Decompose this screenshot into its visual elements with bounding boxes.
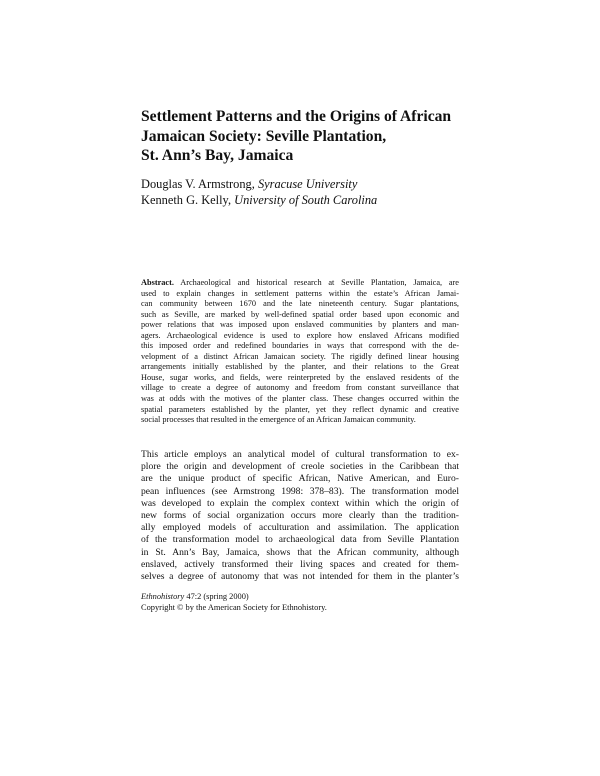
article-title — [141, 107, 471, 166]
abstract-line: spatial parameters established by the planter, yet they reflect dynamic and creative — [141, 404, 459, 414]
title-line: Jamaican Society: Seville Plantation, — [141, 127, 387, 145]
author-list — [141, 176, 481, 208]
body-line: of the transformation model to archaeological data from Seville Plantation — [141, 534, 459, 546]
journal-name: Ethnohistory — [141, 592, 185, 601]
abstract-line: village to create a degree of autonomy and freedom from constant surveillance that — [141, 383, 459, 393]
body-line: enslaved, actively transformed their living spaces and created for them- — [141, 558, 459, 570]
abstract-line: can community between 1670 and the late nineteenth century. Sugar plantations, — [141, 299, 459, 309]
body-line: pean influences (see Armstrong 1998: 378–83). The transformation model — [141, 485, 459, 497]
author-affiliation: University of South Carolina — [234, 193, 378, 207]
abstract-line: was at odds with the motives of the planter class. These changes occurred within the — [141, 394, 459, 404]
abstract — [141, 278, 459, 426]
body-line: This article employs an analytical model of cultural transformation to ex- — [141, 449, 459, 460]
body-line: was developed to explain the complex context within which the origin of — [141, 497, 459, 509]
body-text — [141, 449, 459, 583]
body-line: new forms of social organization occurs more clearly than the tradition- — [141, 510, 459, 522]
abstract-line: agers. Archaeological evidence is used to explore how enslaved Africans modified — [141, 330, 459, 340]
author-kelly — [141, 192, 481, 208]
author-affiliation: Syracuse University — [257, 177, 358, 191]
publication-footer — [141, 592, 459, 613]
abstract-line: House, sugar works, and fields, were reinterpreted by the enslaved residents of the — [141, 372, 459, 382]
abstract-line: social processes that resulted in the emergence of an African Jamaican community. — [141, 415, 416, 425]
author-name: Kenneth G. Kelly, — [141, 193, 232, 207]
abstract-line: power relations that was imposed upon enslaved communities by planters and man- — [141, 320, 459, 330]
abstract-label: Abstract. — [141, 278, 174, 287]
journal-citation — [141, 592, 459, 603]
body-line: selves a degree of autonomy that was not intended for them in the planter’s — [141, 571, 459, 583]
abstract-line: used to explain changes in settlement patterns within the estate’s African Jamai- — [141, 288, 459, 298]
abstract-line: arrangements initially established by the planter, and their relations to the Great — [141, 362, 459, 372]
body-line: are the unique product of specific African, Native American, and Euro- — [141, 473, 459, 485]
journal-issue: 47:2 (spring 2000) — [184, 592, 249, 601]
abstract-line: this imposed order and redefined boundaries in ways that correspond with the de- — [141, 341, 459, 351]
body-line: in St. Ann’s Bay, Jamaica, shows that the African community, although — [141, 546, 459, 558]
title-line: Settlement Patterns and the Origins of African — [141, 108, 452, 125]
body-line: plore the origin and development of creole societies in the Caribbean that — [141, 461, 459, 473]
body-line: ally employed models of acculturation and assimilation. The application — [141, 522, 459, 534]
abstract-line: such as Seville, are marked by well-defined spatial order based upon economic and — [141, 309, 459, 319]
abstract-first-line-text: Archaeological and historical research at Seville Plantation, Jamaica, are — [180, 278, 459, 287]
author-name: Douglas V. Armstrong, — [141, 177, 255, 191]
title-line: St. Ann’s Bay, Jamaica — [141, 147, 294, 164]
abstract-line: velopment of a distinct African Jamaican society. The rigidly defined linear housing — [141, 351, 459, 361]
author-armstrong — [141, 176, 481, 192]
copyright-notice: Copyright © by the American Society for Ethnohistory. — [141, 602, 327, 612]
abstract-line — [141, 278, 459, 289]
